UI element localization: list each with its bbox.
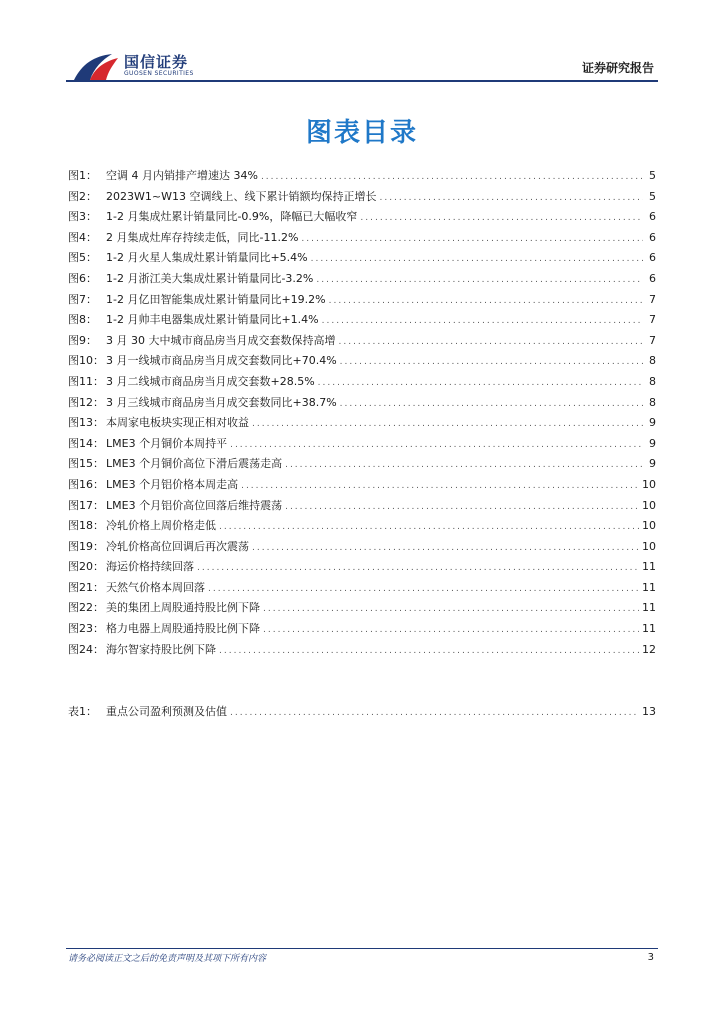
toc-entry-page: 11 bbox=[642, 601, 656, 615]
figure-index-list bbox=[68, 166, 656, 660]
header-divider bbox=[66, 80, 658, 82]
page-title: 图表目录 bbox=[305, 118, 418, 148]
toc-dot-leader bbox=[285, 455, 643, 476]
toc-entry-title: 海尔智家持股比例下降 bbox=[106, 642, 216, 656]
toc-entry-label: 图3： bbox=[68, 210, 97, 224]
toc-entry-label: 图12： bbox=[68, 395, 104, 409]
toc-entry-label: 图16： bbox=[68, 477, 104, 491]
toc-dot-leader bbox=[318, 373, 643, 394]
toc-entry-label: 图7： bbox=[68, 292, 97, 306]
toc-entry-title: 美的集团上周股通持股比例下降 bbox=[106, 601, 260, 615]
figure-entry[interactable] bbox=[68, 475, 656, 496]
toc-entry-page: 7 bbox=[649, 292, 656, 306]
figure-entry[interactable] bbox=[68, 248, 656, 269]
toc-dot-leader bbox=[241, 476, 639, 497]
toc-entry-label: 图23： bbox=[68, 622, 104, 636]
toc-entry-page: 13 bbox=[642, 705, 656, 718]
toc-dot-leader bbox=[338, 332, 643, 353]
toc-entry-label: 图20： bbox=[68, 560, 104, 574]
table-entry[interactable] bbox=[68, 702, 656, 723]
toc-dot-leader bbox=[197, 558, 639, 579]
toc-entry-title: 1-2 月帅丰电器集成灶累计销量同比+1.4% bbox=[106, 313, 319, 327]
toc-dot-leader bbox=[252, 414, 643, 435]
figure-entry[interactable] bbox=[68, 496, 656, 517]
guosen-logo bbox=[72, 50, 208, 82]
toc-dot-leader bbox=[340, 394, 643, 415]
guosen-logo-mark-icon bbox=[72, 50, 120, 82]
figure-entry[interactable] bbox=[68, 454, 656, 475]
toc-entry-label: 图2： bbox=[68, 189, 97, 203]
toc-entry-title: 3 月一线城市商品房当月成交套数同比+70.4% bbox=[106, 354, 337, 368]
toc-entry-title: 1-2 月亿田智能集成灶累计销量同比+19.2% bbox=[106, 292, 326, 306]
toc-entry-label: 图17： bbox=[68, 498, 104, 512]
logo-chinese-name: 国信证券 bbox=[124, 53, 189, 71]
toc-entry-title: 3 月二线城市商品房当月成交套数+28.5% bbox=[106, 374, 315, 388]
toc-entry-page: 5 bbox=[649, 189, 656, 203]
toc-entry-page: 7 bbox=[649, 313, 656, 327]
toc-entry-page: 10 bbox=[642, 498, 656, 512]
toc-entry-page: 6 bbox=[649, 271, 656, 285]
toc-dot-leader bbox=[230, 703, 639, 724]
toc-entry-page: 6 bbox=[649, 251, 656, 265]
figure-entry[interactable] bbox=[68, 290, 656, 311]
toc-dot-leader bbox=[263, 620, 639, 641]
toc-dot-leader bbox=[340, 352, 643, 373]
toc-entry-page: 10 bbox=[642, 539, 656, 553]
toc-entry-title: LME3 个月铜价高位下滑后震荡走高 bbox=[106, 457, 283, 471]
toc-dot-leader bbox=[261, 167, 643, 188]
figure-entry[interactable] bbox=[68, 331, 656, 352]
figure-entry[interactable] bbox=[68, 372, 656, 393]
toc-entry-title: 3 月三线城市商品房当月成交套数同比+38.7% bbox=[106, 395, 337, 409]
toc-entry-label: 图11： bbox=[68, 374, 104, 388]
toc-entry-label: 图9： bbox=[68, 333, 97, 347]
toc-entry-title: LME3 个月铝价格本周走高 bbox=[106, 477, 239, 491]
logo-english-name: GUOSEN SECURITIES bbox=[124, 70, 194, 77]
page-header bbox=[0, 0, 724, 90]
toc-entry-page: 7 bbox=[649, 333, 656, 347]
toc-entry-title: 1-2 月浙江美大集成灶累计销量同比-3.2% bbox=[106, 271, 314, 285]
footer-disclaimer: 请务必阅读正文之后的免责声明及其项下所有内容 bbox=[68, 954, 267, 964]
toc-entry-page: 9 bbox=[649, 436, 656, 450]
figure-entry[interactable] bbox=[68, 516, 656, 537]
toc-entry-page: 6 bbox=[649, 230, 656, 244]
toc-entry-label: 图1： bbox=[68, 169, 97, 182]
toc-dot-leader bbox=[285, 497, 639, 518]
page-number: 3 bbox=[647, 952, 654, 963]
toc-entry-label: 图24： bbox=[68, 642, 104, 656]
toc-entry-label: 图10： bbox=[68, 354, 104, 368]
toc-dot-leader bbox=[263, 599, 639, 620]
toc-entry-title: 格力电器上周股通持股比例下降 bbox=[106, 622, 260, 636]
toc-entry-page: 11 bbox=[642, 580, 656, 594]
figure-entry[interactable] bbox=[68, 598, 656, 619]
toc-entry-title: 冷轧价格高位回调后再次震荡 bbox=[106, 539, 249, 553]
toc-entry-label: 图5： bbox=[68, 251, 97, 265]
toc-entry-page: 12 bbox=[642, 642, 656, 656]
toc-entry-title: 2023W1~W13 空调线上、线下累计销额均保持正增长 bbox=[106, 189, 377, 203]
figure-entry[interactable] bbox=[68, 619, 656, 640]
toc-entry-label: 图18： bbox=[68, 519, 104, 533]
toc-entry-page: 9 bbox=[649, 416, 656, 430]
toc-entry-page: 10 bbox=[642, 519, 656, 533]
toc-entry-page: 8 bbox=[649, 374, 656, 388]
toc-dot-leader bbox=[360, 208, 643, 229]
toc-entry-page: 11 bbox=[642, 560, 656, 574]
toc-entry-page: 8 bbox=[649, 395, 656, 409]
figure-entry[interactable] bbox=[68, 269, 656, 290]
toc-dot-leader bbox=[219, 517, 639, 538]
figure-entry[interactable] bbox=[68, 434, 656, 455]
toc-entry-label: 图8： bbox=[68, 313, 97, 327]
toc-entry-label: 图22： bbox=[68, 601, 104, 615]
figure-entry[interactable] bbox=[68, 351, 656, 372]
report-type-label: 证券研究报告 bbox=[581, 61, 654, 75]
figure-entry[interactable] bbox=[68, 187, 656, 208]
toc-entry-page: 6 bbox=[649, 210, 656, 224]
figure-entry[interactable] bbox=[68, 166, 656, 187]
table-index-list bbox=[68, 702, 656, 723]
toc-entry-title: LME3 个月铝价高位回落后维持震荡 bbox=[106, 498, 283, 512]
toc-dot-leader bbox=[316, 270, 643, 291]
figure-entry[interactable] bbox=[68, 578, 656, 599]
toc-dot-leader bbox=[311, 249, 643, 270]
toc-entry-title: LME3 个月铜价本周持平 bbox=[106, 436, 228, 450]
figure-entry[interactable] bbox=[68, 537, 656, 558]
toc-entry-label: 图19： bbox=[68, 539, 104, 553]
toc-entry-page: 8 bbox=[649, 354, 656, 368]
toc-entry-label: 表1： bbox=[68, 705, 97, 718]
toc-entry-page: 9 bbox=[649, 457, 656, 471]
footer-divider bbox=[66, 948, 658, 949]
toc-entry-title: 空调 4 月内销排产增速达 34% bbox=[106, 169, 258, 182]
toc-dot-leader bbox=[230, 435, 643, 456]
toc-entry-page: 11 bbox=[642, 622, 656, 636]
toc-entry-title: 重点公司盈利预测及估值 bbox=[106, 705, 227, 718]
toc-entry-title: 1-2 月集成灶累计销量同比-0.9%，降幅已大幅收窄 bbox=[106, 210, 358, 224]
toc-entry-page: 10 bbox=[642, 477, 656, 491]
figure-entry[interactable] bbox=[68, 228, 656, 249]
toc-dot-leader bbox=[322, 311, 643, 332]
figure-entry[interactable] bbox=[68, 393, 656, 414]
toc-entry-page: 5 bbox=[649, 169, 656, 182]
figure-entry[interactable] bbox=[68, 310, 656, 331]
toc-entry-label: 图21： bbox=[68, 580, 104, 594]
toc-dot-leader bbox=[219, 641, 639, 662]
toc-entry-label: 图13： bbox=[68, 416, 104, 430]
toc-entry-title: 本周家电板块实现正相对收益 bbox=[106, 416, 249, 430]
figure-entry[interactable] bbox=[68, 207, 656, 228]
toc-entry-label: 图15： bbox=[68, 457, 104, 471]
toc-entry-label: 图14： bbox=[68, 436, 104, 450]
figure-entry[interactable] bbox=[68, 413, 656, 434]
toc-dot-leader bbox=[252, 538, 639, 559]
toc-entry-label: 图6： bbox=[68, 271, 97, 285]
toc-entry-title: 1-2 月火星人集成灶累计销量同比+5.4% bbox=[106, 251, 308, 265]
toc-dot-leader bbox=[379, 188, 643, 209]
toc-entry-title: 天然气价格本周回落 bbox=[106, 580, 205, 594]
figure-entry[interactable] bbox=[68, 557, 656, 578]
toc-entry-label: 图4： bbox=[68, 230, 97, 244]
toc-dot-leader bbox=[329, 291, 643, 312]
toc-entry-title: 2 月集成灶库存持续走低，同比-11.2% bbox=[106, 230, 299, 244]
toc-entry-title: 冷轧价格上周价格走低 bbox=[106, 519, 216, 533]
toc-dot-leader bbox=[208, 579, 639, 600]
toc-entry-title: 海运价格持续回落 bbox=[106, 560, 194, 574]
figure-entry[interactable] bbox=[68, 640, 656, 661]
toc-entry-title: 3 月 30 大中城市商品房当月成交套数保持高增 bbox=[106, 333, 336, 347]
toc-dot-leader bbox=[301, 229, 643, 250]
